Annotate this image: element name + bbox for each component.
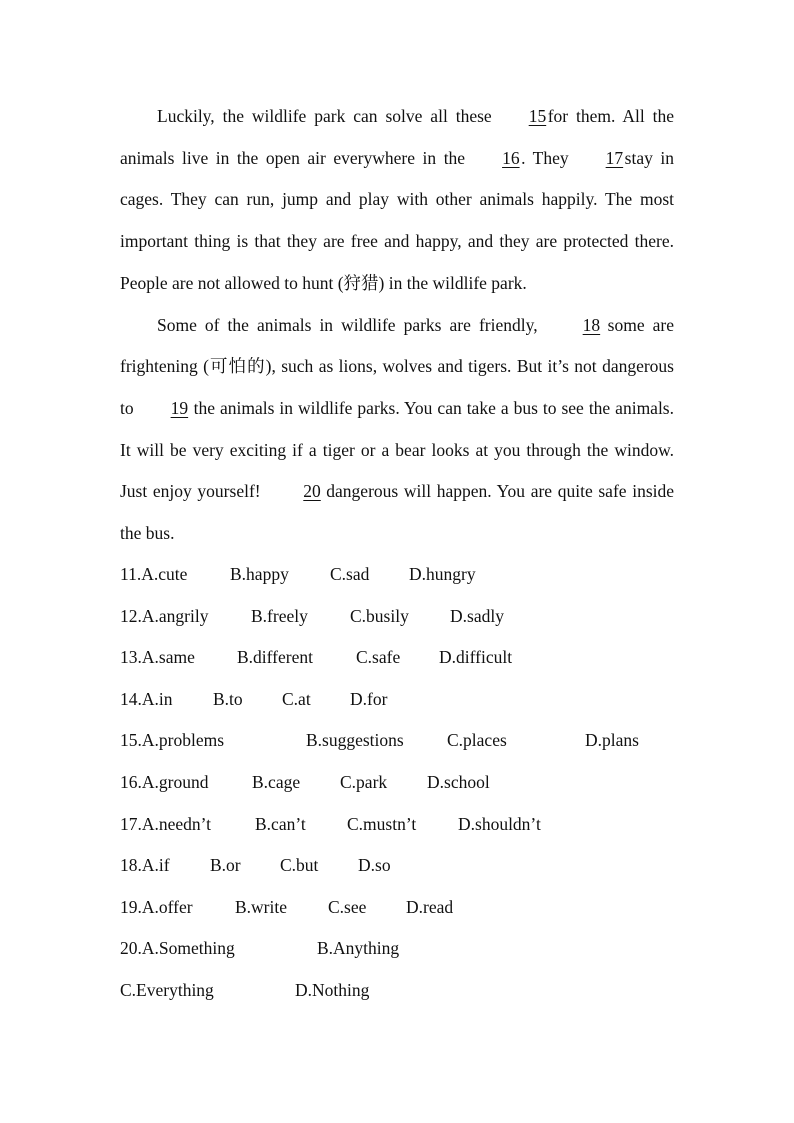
question-15 <box>120 720 680 762</box>
option-c: C.places <box>447 730 507 751</box>
option-c: C.park <box>340 771 388 792</box>
question-11 <box>120 554 680 596</box>
question-16 <box>120 762 680 804</box>
passage-text: Some of the animals in wildlife parks are friendly, <box>157 314 538 335</box>
option-b: B.freely <box>251 605 308 626</box>
passage-text: . They <box>521 147 569 168</box>
option-b: B.different <box>237 647 313 668</box>
question-18 <box>120 845 680 887</box>
option-d: D.read <box>406 896 454 917</box>
option-b: B.write <box>235 896 288 917</box>
option-d: D.school <box>427 771 490 792</box>
option-d: D.Nothing <box>295 979 370 1000</box>
blank-20: 20 <box>303 481 321 502</box>
option-c: C.Everything <box>120 979 214 1000</box>
question-20 <box>120 928 680 970</box>
option-a: 14.A.in <box>120 688 173 709</box>
option-d: D.shouldn’t <box>458 813 541 834</box>
option-b: B.cage <box>252 771 301 792</box>
option-c: C.see <box>328 896 367 917</box>
blank-19: 19 <box>170 397 189 418</box>
option-d: D.sadly <box>450 605 504 626</box>
blank-18: 18 <box>582 314 601 335</box>
option-b: B.happy <box>230 564 289 584</box>
option-d: D.so <box>358 855 391 876</box>
option-a: 17.A.needn’t <box>120 813 212 834</box>
option-a: 19.A.offer <box>120 896 193 917</box>
blank-17: 17 <box>605 147 624 168</box>
passage-text: some are frightening (可怕的), such as lions, wolves and tigers. But it’s not dangerous to <box>120 314 675 418</box>
question-12 <box>120 596 680 638</box>
passage-text: the animals in wildlife parks. You can take a bus to see the animals. It will be very exciting if a tiger or a bear looks at you through the window. Just enjoy yourself! <box>120 397 674 502</box>
passage-paragraph-1 <box>120 96 674 305</box>
option-c: C.busily <box>350 605 409 626</box>
option-a: 20.A.Something <box>120 938 235 959</box>
option-c: C.sad <box>330 564 370 584</box>
question-20-continued <box>120 970 680 1012</box>
passage-text: Luckily, the wildlife park can solve all these <box>157 106 492 126</box>
passage-text: stay in cages. They can run, jump and play with other animals happily. The most important thing is that they are free and happy, and they are protected there. People are not allowed to hunt (狩猎) in the wildlife park. <box>120 147 674 293</box>
option-c: C.mustn’t <box>347 813 417 834</box>
option-a: 18.A.if <box>120 855 170 876</box>
option-a: 16.A.ground <box>120 771 209 792</box>
reading-passage <box>120 96 674 555</box>
option-a: 11.A.cute <box>120 564 188 584</box>
blank-16: 16 <box>502 147 520 168</box>
option-b: B.Anything <box>317 938 400 959</box>
option-d: D.for <box>350 688 388 709</box>
option-d: D.difficult <box>439 647 513 668</box>
option-a: 15.A.problems <box>120 730 225 751</box>
option-b: B.suggestions <box>306 730 404 751</box>
option-b: B.can’t <box>255 813 306 834</box>
question-14 <box>120 679 680 721</box>
blank-15: 15 <box>528 106 547 126</box>
question-19 <box>120 887 680 929</box>
option-c: C.safe <box>356 647 401 668</box>
question-13 <box>120 637 680 679</box>
option-b: B.to <box>213 688 243 709</box>
option-d: D.hungry <box>409 564 476 584</box>
answer-options <box>120 554 680 1012</box>
option-c: C.but <box>280 855 319 876</box>
passage-text: for them. All the animals live in the open air everywhere in the <box>120 106 674 168</box>
option-d: D.plans <box>585 730 639 751</box>
option-c: C.at <box>282 688 311 709</box>
option-b: B.or <box>210 855 241 876</box>
question-17 <box>120 804 680 846</box>
option-a: 12.A.angrily <box>120 605 209 626</box>
passage-text: dangerous will happen. You are quite safe inside the bus. <box>120 481 675 544</box>
passage-paragraph-2 <box>120 305 674 555</box>
option-a: 13.A.same <box>120 647 195 668</box>
